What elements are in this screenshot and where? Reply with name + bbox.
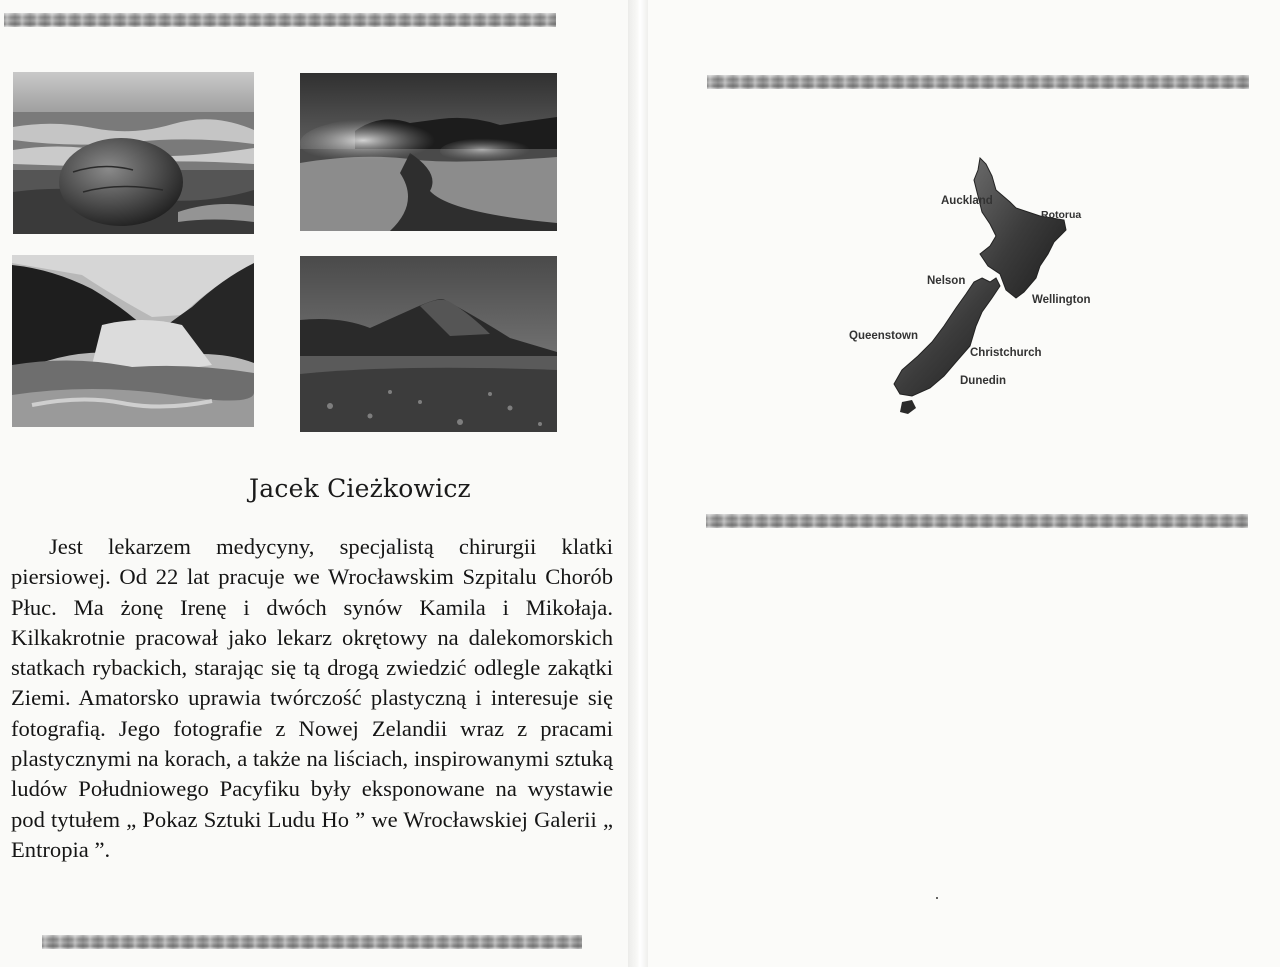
label-nelson: Nelson (927, 275, 966, 287)
label-rotorua: Rotorua (1041, 209, 1082, 221)
label-christchurch: Christchurch (970, 347, 1042, 359)
stewart-island-shape (900, 400, 916, 414)
decorative-rule-top-left (4, 13, 556, 27)
label-wellington: Wellington (1032, 294, 1091, 306)
decorative-rule-middle-right (706, 514, 1248, 528)
photo-boulder-beach (13, 72, 254, 234)
author-name: Jacek Cieżkowicz (249, 474, 471, 503)
label-auckland: Auckland (941, 195, 993, 207)
right-page (648, 0, 1280, 967)
decorative-rule-bottom-left (42, 935, 582, 949)
label-dunedin: Dunedin (960, 375, 1006, 387)
decorative-rule-top-right (707, 75, 1249, 89)
page-fold (628, 0, 648, 967)
photo-glacier-valley (12, 255, 254, 427)
photo-steam-lake (300, 73, 557, 231)
label-queenstown: Queenstown (849, 330, 919, 342)
photo-volcano (300, 256, 557, 432)
author-bio: Jest lekarzem medycyny, specjalistą chirurgii klatki piersiowej. Od 22 lat pracuje we Wrocławskim Szpitalu Chorób Płuc. Ma żonę Irenę i dwóch synów Kamila i Mikołaja. Kilkakrotnie pracował jako lekarz okrętowy na dalekomorskich statkach rybackich, starając się tą drogą zwiedzić odlegle zakątki Ziemi. Amatorsko uprawia twórczość plastyczną i interesuje się fotografią. Jego fotografie z Nowej Zelandii wraz z pracami plastycznymi na korach, a także na liściach, inspirowanymi sztuką ludów Południowego Pacyfiku były eksponowane na wystawie pod tytułem „ Pokaz Sztuki Ludu Ho ” we Wrocławskiej Galerii „ Entropia ”. (11, 534, 613, 862)
scan-speck (936, 897, 938, 899)
north-island-shape (974, 158, 1066, 298)
